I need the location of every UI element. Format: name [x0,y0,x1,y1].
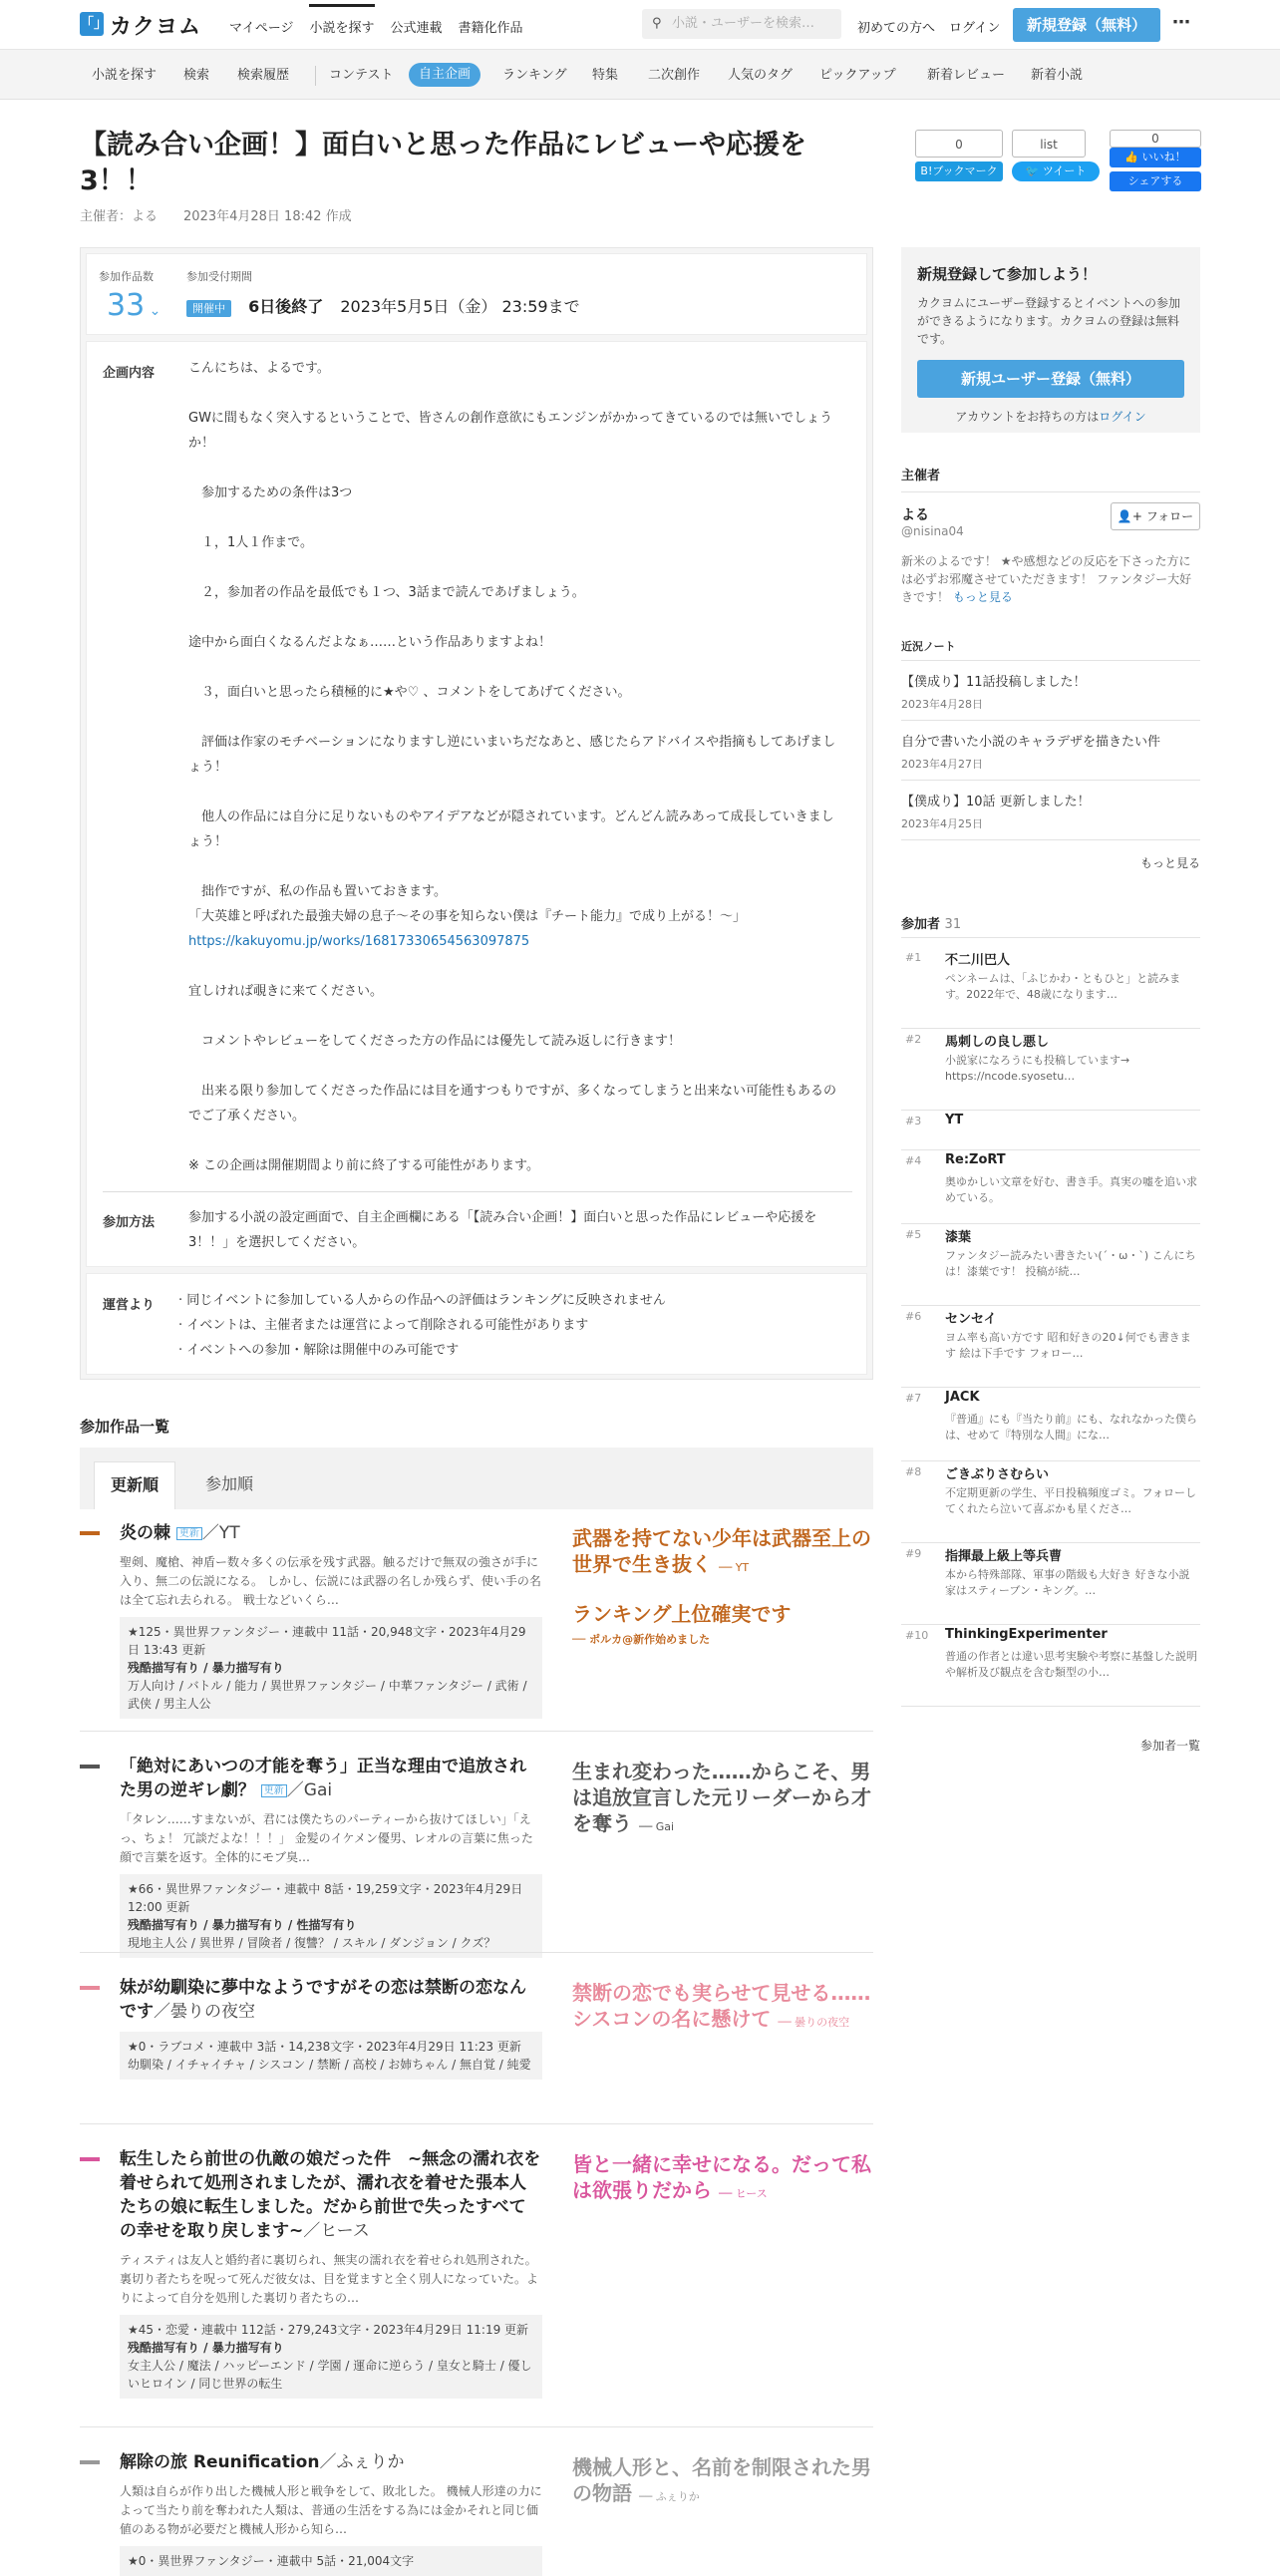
note-title: 【僕成り】11話投稿しました！ [901,675,1087,690]
member-item[interactable] [901,1388,1200,1461]
thumbs-up-icon: 👍 [1124,151,1139,163]
member-desc: 『普通』にも『当たり前』にも、なれなかった僕らは、せめて『特別な人間』にな… [945,1413,1197,1442]
member-name: センセイ [945,1312,997,1327]
work-excerpt: ティスティは友人と婚約者に裏切られ、無実の濡れ衣を着せられ処刑された。 裏切り者たちを呪って死んだ彼女は、目を覚ますと全く別人になっていた。よりによって自分を処刑した裏切り者たちの… [120,2253,539,2305]
entry-count-value: 33 [107,288,146,323]
link-login[interactable]: ログイン [949,21,1001,36]
content-paragraph: ２，参加者の作品を最低でも１つ、3話まで読んであげましょう。 [188,585,585,600]
works-title: 参加作品一覧 [80,1418,170,1436]
work-stats: ★45・恋愛・連載中 112話・279,243文字・2023年4月29日 11:19 更新 [128,2323,529,2337]
catchphrase-text: 機械人形と、名前を制限された男の物語 [572,2455,871,2505]
divider [80,2123,873,2124]
content-label: 企画内容 [103,366,156,381]
members-more-link[interactable]: 参加者一覧 [1139,1739,1200,1753]
host-id: @nisina04 [901,524,964,538]
works-tabs [80,1448,873,1509]
catchphrase-text: 皆と一緒に幸せになる。だって私は欲張りだから [572,2152,871,2202]
tab-joined[interactable]: 参加順 [205,1474,254,1493]
member-name: ごきぶりさむらい [945,1467,1050,1482]
divider [901,491,1200,492]
work-info [120,2546,542,2576]
subnav-jishu[interactable]: 自主企画 [409,63,480,87]
members-count: 31 [944,917,962,932]
member-name: Re:ZoRT [945,1152,1006,1167]
fb-share-button[interactable]: シェアする [1110,171,1201,191]
work-stats: ★66・異世界ファンタジー・連載中 8話・19,259文字・2023年4月29日 12:00 更新 [128,1882,523,1914]
subnav-search[interactable]: 検索 [183,68,210,83]
ops-label: 運営より [103,1298,156,1313]
catchphrase-author: ── 曇りの夜空 [778,2016,850,2029]
work-title[interactable] [120,2147,542,2243]
hatena-count: 0 [915,130,1003,158]
logo-text[interactable]: カクヨム [110,15,202,40]
note-date: 2023年4月25日 [901,817,983,830]
work-author[interactable]: ／ふぇりか [319,2452,405,2472]
catchphrase [572,1980,871,2036]
member-name: JACK [945,1390,980,1405]
notes-title: 近況ノート [901,640,956,653]
catchphrase-text: 禁断の恋でも実らせて見せる……シスコンの名に懸けて [572,1981,871,2031]
add-user-icon: 👤+ [1117,509,1142,523]
members-section [901,913,1200,1761]
member-item[interactable] [901,1461,1200,1543]
login-link[interactable]: ログイン [1099,410,1146,424]
member-rank: #8 [905,1465,922,1478]
tweet-share [1012,130,1100,181]
signup-title: 新規登録して参加しよう！ [917,265,1098,283]
update-badge: 更新 [176,1527,202,1540]
nav-search-novels[interactable]: 小説を探す [309,21,375,36]
genre-color-bar [80,2157,100,2161]
own-work-link[interactable]: https://kakuyomu.jp/works/16817330654563097875 [188,934,530,949]
ops-list [178,1288,836,1363]
notes-list [901,660,1200,871]
search-icon: ⚲ [652,16,662,31]
divider [80,1731,873,1732]
genre-color-bar [80,1765,100,1769]
member-name: ThinkingExperimenter [945,1627,1108,1642]
nav-mypage[interactable]: マイページ [229,21,294,36]
genre-color-bar [80,1986,100,1990]
hatena-share [915,130,1003,181]
work-excerpt: 聖剣、魔槍、神盾ー数々多くの伝承を残す武器。触るだけで無双の強さが手に入り、無二の伝説になる。 しかし、伝説には武器の名しか残らず、使い手の名は全て忘れ去られる。 戦士などいくら… [120,1555,541,1607]
subnav-ranking[interactable]: ランキング [502,68,567,83]
link-guide[interactable]: 初めての方へ [857,21,936,36]
work-excerpt: 人類は自らが作り出した機械人形と戦争をして、敗北した。 機械人形達の力によって当たり前を奪われた人類は、普通の生活をする為には金かそれと同じ価値のある物が必要だと機械人形から知ら… [120,2484,542,2536]
subnav-contest[interactable]: コンテスト [329,68,394,83]
member-desc: 小説家になろうにも投稿しています→ https://ncode.syosetu… [945,1054,1130,1083]
catchphrase-author: ── ヒース [718,2187,768,2200]
content-paragraph: 評価は作家のモチベーションになりますし逆にいまいちだなあと、感じたらアドバイスや指摘もしてあげましょう！ [188,735,836,775]
work-title[interactable] [120,2450,542,2474]
created-date: 2023年4月28日 18:42 作成 [183,209,352,224]
host-bio [901,552,1200,606]
tab-updated[interactable]: 更新順 [94,1461,175,1509]
member-item[interactable] [901,947,1200,1029]
ops-item: · イベントへの参加・解除は開催中のみ可能です [178,1343,460,1358]
catchphrase-author: ── ふぇりか [638,2490,700,2503]
nav-official[interactable]: 公式連載 [390,21,443,36]
host-section-title: 主催者 [901,469,941,483]
content-paragraph: 出来る限り参加してくださった作品には目を通すつもりですが、多くなってしまうと出来ない可能性もあるのでご了承ください。 [188,1084,837,1124]
member-rank: #1 [905,951,922,964]
period-label: 参加受付期間 [186,270,252,283]
work-tags[interactable]: 現地主人公 / 異世界 / 冒険者 / 復讐？ / スキル / ダンジョン / クズ？ [128,1936,496,1950]
top-nav [229,17,539,36]
member-name: 不二川巴人 [945,953,1011,968]
content-paragraph: 途中から面白くなるんだよなぁ……という作品ありますよね！ [188,635,552,650]
catchphrase-text: 生まれ変わった……からこそ、男は追放宣言した元リーダーから才を奪う [572,1760,871,1835]
content-paragraph: コメントやレビューをしてくださった方の作品には優先して読み返しに行きます！ [188,1034,682,1049]
event-card [80,247,873,1380]
follow-button[interactable] [1111,502,1200,530]
content-paragraph: ※ この企画は開催期間より前に終了する可能性があります。 [188,1158,539,1173]
catchphrase-text: 武器を持てない少年は武器至上の世界で生き抜く [572,1526,871,1576]
subnav-feature[interactable]: 特集 [592,68,619,83]
member-rank: #10 [905,1629,929,1642]
login-prompt [917,408,1184,425]
content-paragraph: 宜しければ覗きに来てください。 [188,984,384,999]
subnav-pickup[interactable]: ピックアップ [819,68,896,83]
host-name[interactable]: よる [901,507,929,523]
catchphrase-author: ── YT [718,1561,750,1574]
review-catch-author: ── ポルカ@新作始めました [572,1633,711,1646]
work-title-text: 妹が幼馴染に夢中なようですがその恋は禁断の恋なんです [120,1978,526,2022]
own-work-title: 「大英雄と呼ばれた最強夫婦の息子～その事を知らない僕は『チート能力』で成り上がる！～」 [188,909,747,924]
host-bio-text: 新米のよるです！ ★や感想などの反応を下さった方には必ずお邪魔させていただきます！ ファンタジー大好きです！ [901,554,1192,604]
subnav-search-novels[interactable]: 小説を探す [92,68,158,83]
update-badge: 更新 [261,1784,287,1797]
note-date: 2023年4月28日 [901,698,983,711]
member-item[interactable] [901,1150,1200,1224]
site-header [0,0,1280,50]
signup-text: カクヨムにユーザー登録するとイベントへの参加ができるようになります。カクヨムの登録は無料です。 [917,296,1181,346]
work-title-text: 「絶対にあいつの才能を奪う」正当な理由で追放された男の逆ギレ劇？ [120,1757,526,1800]
page-meta [80,205,352,224]
divider [80,1952,873,1953]
work-info [120,1874,542,1958]
member-name: 指揮最上級上等兵曹 [945,1549,1063,1564]
catchphrase [572,1525,871,1581]
work-author[interactable]: ／曇りの夜空 [154,2002,255,2022]
work-info [120,2032,542,2080]
members-title-text: 参加者 [901,917,941,932]
member-item[interactable] [901,1111,1200,1150]
content-paragraph: １，1人１作まで。 [188,535,314,550]
host-section [901,465,1200,870]
event-summary [86,253,867,335]
signup-button[interactable]: 新規ユーザー登録（無料） [917,360,1184,398]
page-title: 【読み合い企画！】面白いと思った作品にレビューや応援を3！！ [80,130,806,196]
member-item[interactable] [901,1625,1200,1707]
tweet-label: ツイート [1042,164,1087,177]
deadline: 2023年5月5日（金） 23:59まで [340,297,580,316]
fb-like-button[interactable] [1110,148,1201,167]
work-info [120,1617,542,1719]
member-rank: #9 [905,1547,922,1560]
follow-label: フォロー [1145,509,1194,523]
note-item[interactable] [901,721,1200,780]
chevron-down-icon: ⌄ [145,303,161,319]
header-links [857,17,1014,36]
work-author[interactable]: ／Gai [286,1780,333,1800]
genre-color-bar [80,2460,100,2464]
note-date: 2023年4月27日 [901,758,983,771]
divider [901,937,1200,938]
register-button[interactable]: 新規登録（無料） [1013,8,1160,42]
search-input[interactable] [642,9,841,39]
bio-more-link[interactable]: もっと見る [952,590,1013,604]
fb-count: 0 [1110,130,1201,148]
nav-books[interactable]: 書籍化作品 [458,21,523,36]
member-desc: 不定期更新の学生、平日投稿頻度ゴミ。フォローしてくれたら泣いて喜ぶかも星くださ… [945,1486,1197,1515]
ops-item: · イベントは、主催者または運営によって削除される可能性があります [178,1318,589,1333]
tweet-count: list [1012,130,1086,158]
work-tags[interactable]: 女主人公 / 魔法 / ハッピーエンド / 学園 / 運命に逆らう / 皇女と騎士 / 優しいヒロイン / 同じ世界の転生 [128,2359,532,2391]
member-desc: 奥ゆかしい文章を好む、書き手。真実の嘘を追い求めている。 [945,1175,1197,1204]
genre-color-bar [80,1531,100,1535]
sub-nav [0,50,1280,100]
ops-item: · 同じイベントに参加している人からの作品への評価はランキングに反映されません [178,1293,666,1308]
work-title[interactable] [120,1976,542,2024]
note-item[interactable] [901,661,1200,720]
host-label[interactable]: 主催者：よる [80,209,159,224]
subnav-tags[interactable]: 人気のタグ [728,68,794,83]
member-rank: #4 [905,1154,922,1167]
member-item[interactable] [901,1306,1200,1388]
period-row [186,294,580,317]
divider [901,1706,1200,1707]
member-rank: #2 [905,1033,922,1046]
entry-count[interactable] [107,288,160,323]
content-paragraph: GWに間もなく突入するということで、皆さんの創作意欲にもエンジンがかかってきているのでは無いでしょうか！ [188,411,833,451]
catchphrase [572,1759,871,1840]
review-catch[interactable] [572,1601,871,1653]
content-paragraph: ３，面白いと思ったら積極的に★や♡ 、コメントをしてあげてください。 [188,685,631,700]
count-label: 参加作品数 [99,270,154,283]
subnav-reviews[interactable]: 新着レビュー [927,68,1006,83]
hatena-button[interactable]: B!ブックマーク [915,161,1003,181]
work-tags[interactable]: 万人向け / バトル / 能力 / 異世界ファンタジー / 中華ファンタジー / 武術 / 武侠 / 男主人公 [128,1679,527,1711]
divider [901,839,1200,840]
subnav-history[interactable]: 検索履歴 [237,68,290,83]
remain-days: 6日後終了 [248,297,324,316]
member-desc: ペンネームは、「ふじかわ・ともひと」と読みます。2022年で、48歳になります… [945,972,1181,1001]
search-placeholder: 小説・ユーザーを検索… [672,16,815,31]
note-item[interactable] [901,781,1200,839]
content-paragraph: 拙作ですが、私の作品も置いておきます。 [188,884,447,899]
work-stats: ★0・異世界ファンタジー・連載中 5話・21,004文字 [128,2554,415,2568]
work-title-text: 転生したら前世の仇敵の娘だった件 ~無念の濡れ衣を着せられて処刑されましたが、濡れ衣を着せた張本人たちの娘に転生しました。だから前世で失ったすべての幸せを取り戻します~ [120,2149,541,2241]
member-name: 馬刺しの良し悪し [945,1035,1050,1050]
notes-more-link[interactable]: もっと見る [1139,856,1200,870]
method-text: 参加する小説の設定画面で、自主企画欄にある「【読み合い企画！】面白いと思った作品にレビューや応援を3！！」を選択してください。 [188,1210,817,1250]
work-stats: ★0・ラブコメ・連載中 3話・14,238文字・2023年4月29日 11:23 更新 [128,2040,521,2054]
status-badge: 開催中 [186,300,231,317]
work-title[interactable] [120,1755,542,1803]
method-label: 参加方法 [103,1215,156,1230]
member-rank: #3 [905,1115,922,1127]
more-menu-icon[interactable]: ⋯ [1172,12,1190,33]
fb-like-label: いいね！ [1141,151,1186,163]
work-excerpt: 「タレン……すまないが、君には僕たちのパーティーから抜けてほしい」「えっ、ちょ！ 冗談だよな！！！」 金髪のイケメン優男、レオルの言葉に焦った顔で言葉を返す。全体的にモブ臭… [120,1812,533,1864]
member-desc: 本から特殊部隊、軍事の階級も大好き 好きな小説家はスティーブン・キング。… [945,1568,1190,1597]
member-name: YT [945,1113,964,1127]
work-title-text: 炎の棘 [120,1523,170,1543]
facebook-share [1110,130,1201,191]
member-item[interactable] [901,1029,1200,1111]
work-flags: 残酷描写有り / 暴力描写有り [128,2341,284,2355]
twitter-icon: 🐦 [1025,164,1040,177]
content-body [188,356,846,1178]
content-paragraph: 参加するための条件は3つ [188,485,353,500]
divider [103,1191,852,1192]
member-item[interactable] [901,1224,1200,1306]
member-desc: 普通の作者とは違い思考実験や考察に基盤した説明や解析及び観点を含む類型の小… [945,1650,1197,1679]
catchphrase [572,2454,871,2510]
work-author[interactable]: ／ヒース [303,2221,370,2241]
work-tags[interactable]: 幼馴染 / イチャイチャ / シスコン / 禁断 / 高校 / お姉ちゃん / 無自覚 / 純愛 [128,2058,531,2072]
work-flags: 残酷描写有り / 暴力描写有り / 性描写有り [128,1918,357,1932]
tweet-button[interactable] [1012,161,1100,181]
member-desc: ヨム率も高い方です 昭和好きの20↓何でも書きます 絵は下手です フォロー… [945,1331,1191,1360]
note-title: 自分で書いた小説のキャラデザを描きたい件 [901,735,1161,750]
member-item[interactable] [901,1543,1200,1625]
content-paragraph: 他人の作品には自分に足りないものやアイデアなどが隠されています。どんどん読みあって成長していきましょう！ [188,809,834,849]
work-author[interactable]: ／YT [201,1523,240,1543]
work-title-text: 解除の旅 Reunification [120,2452,320,2472]
members-title [901,913,1200,932]
member-rank: #5 [905,1228,922,1241]
note-title: 【僕成り】10話 更新しました！ [901,795,1091,809]
subnav-new[interactable]: 新着小説 [1031,68,1084,83]
member-rank: #7 [905,1392,922,1405]
member-desc: ファンタジー読みたい書きたい(´・ω・`) こんにちは！漆葉です！ 投稿が続… [945,1249,1196,1278]
member-rank: #6 [905,1310,922,1323]
work-title[interactable] [120,1521,542,1546]
member-name: 漆葉 [945,1230,972,1245]
work-info [120,2315,542,2399]
catchphrase [572,2151,871,2207]
work-flags: 残酷描写有り / 暴力描写有り [128,1661,284,1675]
event-details [86,341,867,1267]
subnav-fanfic[interactable]: 二次創作 [648,68,701,83]
divider [80,2426,873,2427]
catchphrase-author: ── Gai [638,1820,675,1833]
content-paragraph: こんにちは、よるです。 [188,361,330,376]
logo-icon[interactable]: 「」 [80,12,104,36]
ops-notice [86,1273,867,1375]
work-stats: ★125・異世界ファンタジー・連載中 11話・20,948文字・2023年4月29日 13:43 更新 [128,1625,526,1657]
subnav-divider [315,66,316,86]
review-catch-text: ランキング上位確実です [572,1602,792,1626]
signup-panel [901,247,1200,433]
login-prompt-text: アカウントをお持ちの方は [955,410,1100,424]
